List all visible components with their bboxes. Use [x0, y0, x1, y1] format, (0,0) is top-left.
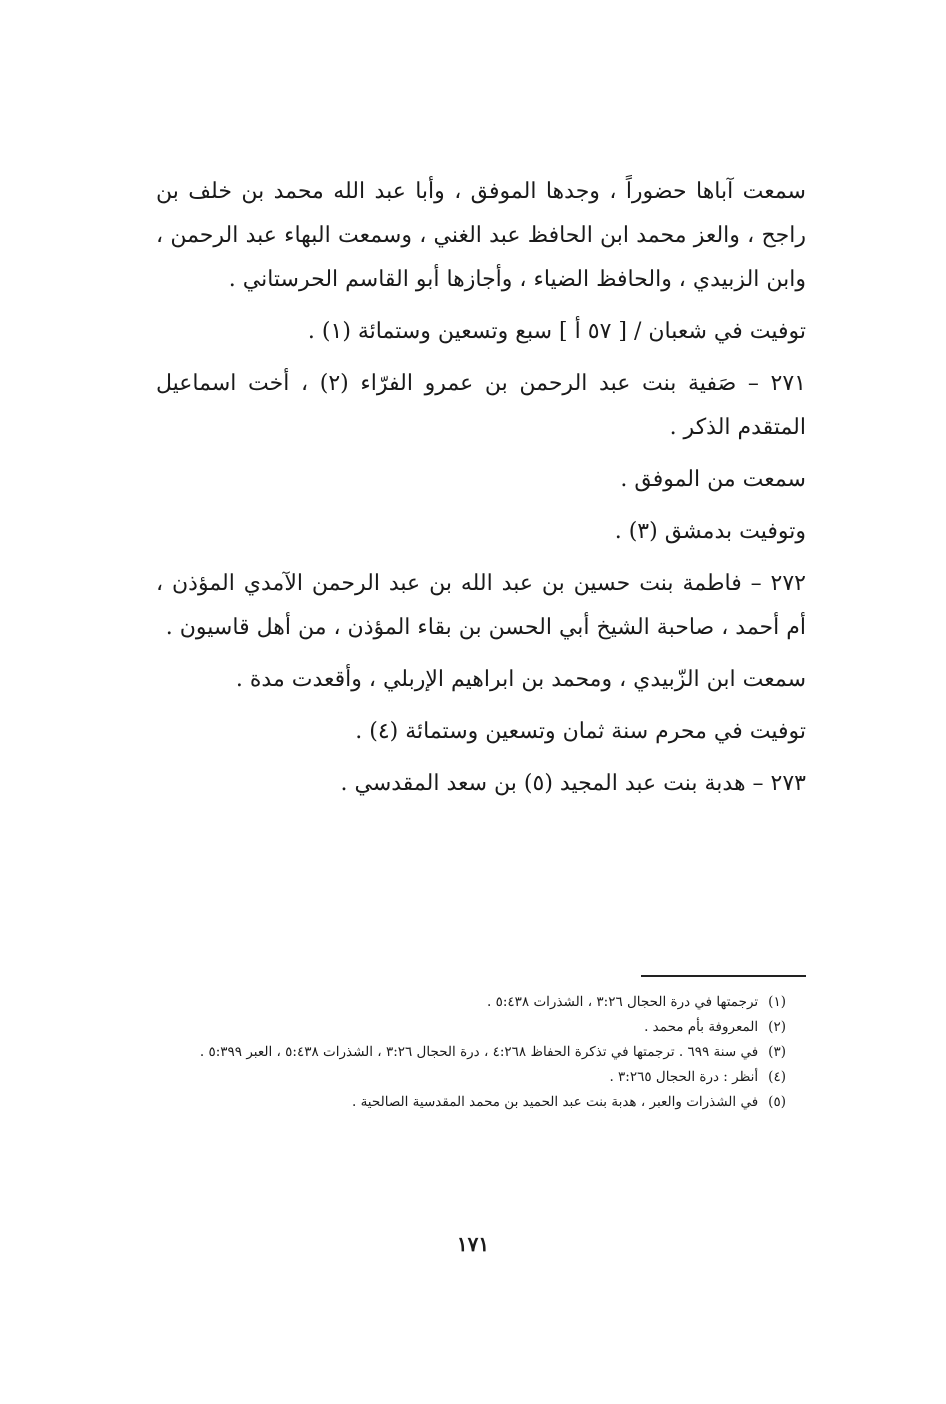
- paragraph-hearing-272: سمعت ابن الزّبيدي ، ومحمد بن ابراهيم الإربلي ، وأقعدت مدة .: [235, 667, 806, 692]
- paragraph-death-1: توفيت في شعبان / [ ٥٧ أ ] سبع وتسعين وستمائة (١) .: [307, 319, 806, 344]
- footnote-5: [141, 1090, 786, 1115]
- footnote-1: [141, 990, 786, 1015]
- footnote-4: [141, 1065, 786, 1090]
- entry-272: ٢٧٢ – فاطمة بنت حسين بن عبد الله بن عبد الرحمن الآمدي المؤذن ، أم أحمد ، صاحبة الشيخ أبي الحسن بن بقاء المؤذن ، من أهل قاسيون .: [156, 571, 806, 640]
- page-number: ١٧١: [456, 1232, 490, 1256]
- footnote-text: في سنة ٦٩٩ . ترجمتها في تذكرة الحفاظ ٤:٢٦٨ ، درة الحجال ٣:٢٦ ، الشذرات ٥:٤٣٨ ، العبر ٥:٣٩٩ .: [199, 1044, 759, 1060]
- paragraph-hearing-271: سمعت من الموفق .: [620, 467, 806, 492]
- footnote-text: في الشذرات والعبر ، هدبة بنت عبد الحميد بن محمد المقدسية الصالحية .: [351, 1094, 759, 1110]
- footnote-divider: [641, 975, 806, 977]
- paragraph-death-271: وتوفيت بدمشق (٣) .: [614, 519, 806, 544]
- paragraph-death-272: توفيت في محرم سنة ثمان وتسعين وستمائة (٤) .: [355, 719, 806, 744]
- footnote-number: (٤): [768, 1069, 786, 1085]
- footnote-text: أنظر : درة الحجال ٣:٢٦٥ .: [609, 1069, 759, 1085]
- entry-271: ٢٧١ – صَفية بنت عبد الرحمن بن عمرو الفرّاء (٢) ، أخت اسماعيل المتقدم الذكر .: [156, 371, 806, 440]
- footnote-3: [141, 1040, 786, 1065]
- footnote-number: (٥): [768, 1094, 786, 1110]
- footnote-number: (٣): [768, 1044, 786, 1060]
- entry-273: ٢٧٣ – هدبة بنت عبد المجيد (٥) بن سعد المقدسي .: [340, 771, 806, 796]
- footnote-text: المعروفة بأم محمد .: [644, 1019, 759, 1035]
- footnotes: [141, 990, 786, 1115]
- footnote-2: [141, 1015, 786, 1040]
- footnote-number: (١): [768, 994, 786, 1010]
- main-text: [156, 170, 806, 806]
- footnote-text: ترجمتها في درة الحجال ٣:٢٦ ، الشذرات ٥:٤٣٨ .: [487, 994, 759, 1010]
- paragraph-hearing-1: سمعت آباها حضوراً ، وجدها الموفق ، وأبا عبد الله محمد بن خلف بن راجح ، والعز محمد ابن الحافظ عبد الغني ، وسمعت البهاء عبد الرحمن ، وابن الزبيدي ، والحافظ الضياء ، وأجازها أبو القاسم الحرستاني .: [156, 179, 806, 292]
- footnote-number: (٢): [768, 1019, 786, 1035]
